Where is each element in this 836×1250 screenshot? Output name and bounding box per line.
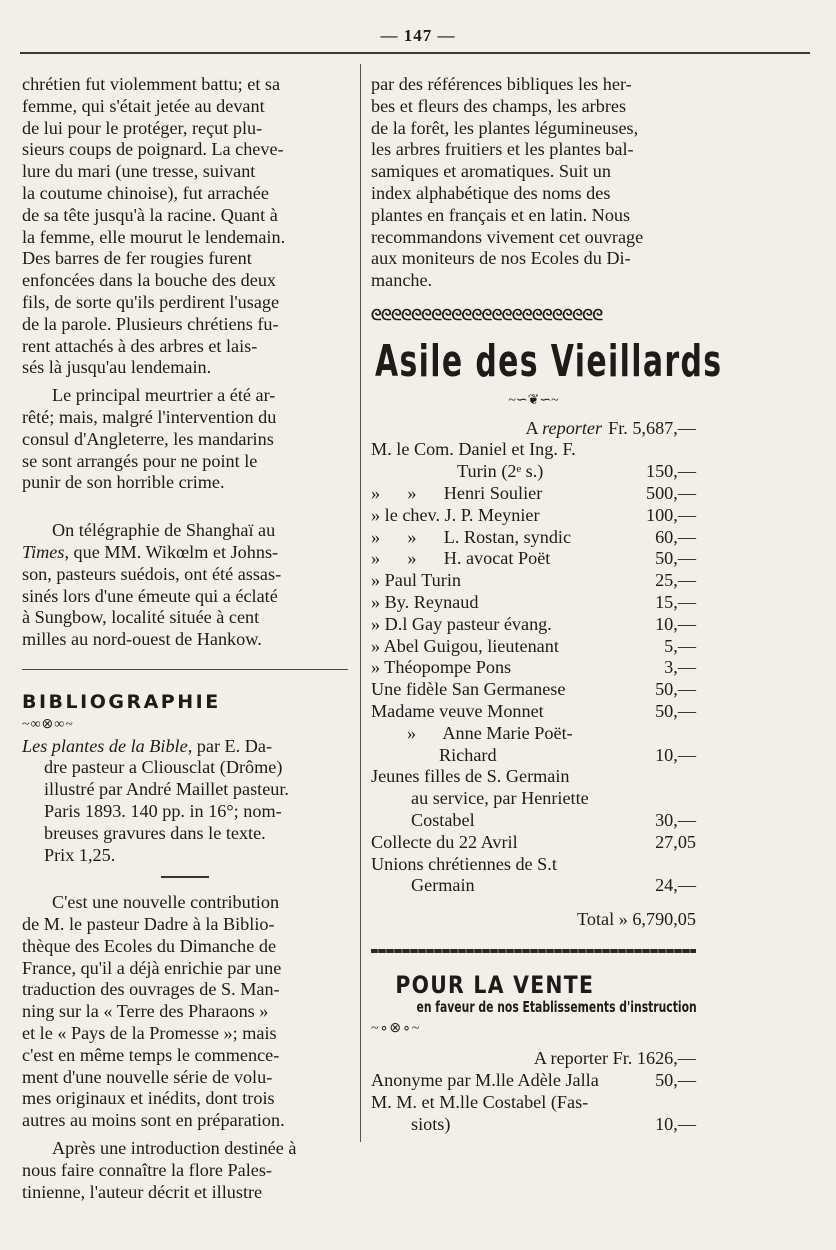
list-item [371,854,696,876]
asile-total: Total » 6,790,05 [577,909,696,930]
text-line: nous faire connaître la flore Pales- [22,1159,272,1180]
text-line: par des références bibliques les her- [371,74,632,94]
reporter-label [371,418,608,440]
right-column [371,74,723,1135]
list-item [371,483,696,505]
list-item [371,636,696,658]
list-item [371,679,696,701]
ornament-flourish: ~∽❦∽~ [508,392,559,408]
list-item [371,548,696,570]
donor-amount: 30,— [655,809,696,830]
donor-name: » D.l Gay pasteur évang. [371,613,552,634]
donor-name: » Théopompe Pons [371,657,512,678]
text-line: breuses gravures dans le texte. [44,822,266,843]
text-line: dre pasteur a Cliousclat (Drôme) [44,757,283,778]
donor-name: » Abel Guigou, lieutenant [371,635,559,656]
paragraph-murderer [22,385,348,494]
donor-name: siots) [411,1113,451,1134]
text-line: index alphabétique des noms des [371,182,611,203]
text-line: enfoncées dans la bouche des deux [22,270,277,291]
text-line [22,542,348,564]
text-line: lure du mari (une tresse, suivant [22,161,256,182]
text-line: sieurs coups de poignard. La cheve- [22,139,284,160]
donor-name: » By. Reynaud [371,591,479,612]
vente-subheading: en faveur de nos Etablissements d'instruction [416,997,697,1016]
text-line: aux moniteurs de nos Ecoles du Di- [371,248,631,269]
text-line: plantes en français et en latin. Nous [371,204,631,225]
donor-amount: 15,— [655,591,696,612]
text-line: de M. le pasteur Dadre à la Biblio- [22,914,275,935]
header-rule [20,52,810,54]
list-item [371,570,696,592]
donor-amount: 10,— [655,1113,696,1134]
donor-name: Jeunes filles de S. Germain [371,766,570,787]
vente-subscription-list [371,1048,696,1135]
donor-name: » » L. Rostan, syndic [371,526,572,547]
reporter-row: A reporter Fr. 1626,— [533,1048,696,1069]
book-title: Les plantes de la Bible [22,735,188,756]
donor-name: Unions chrétiennes de S.t [371,853,557,874]
text-line: de la forêt, les plantes légumineuses, [371,117,639,138]
donor-name: Une fidèle San Germanese [371,679,566,700]
text-line: de lui pour le protéger, reçut plu- [22,117,263,138]
text-fragment: , que MM. Wikœlm et Johns- [64,541,279,562]
list-item [371,505,696,527]
donor-name: Costabel [411,809,475,830]
text-line: ment d'une nouvelle série de volu- [22,1066,273,1087]
donor-amount: 27,05 [655,831,696,852]
text-line: samiques et aromatiques. Suit un [371,161,611,182]
text-line: recommandons vivement cet ouvrage [371,226,644,247]
left-column [22,74,348,1203]
donor-amount: 50,— [655,679,696,700]
newspaper-name: Times [22,541,65,562]
donor-amount: 24,— [655,875,696,896]
paragraph-shanghai [22,520,348,651]
donor-amount: 50,— [655,548,696,569]
reporter-amount: Fr. 5,687,— [608,417,696,438]
paragraph-violence [22,74,348,379]
donor-amount: 500,— [645,482,696,503]
list-item [371,788,696,810]
donor-amount: 10,— [655,613,696,634]
text-line: de la parole. Plusieurs chrétiens fu- [22,313,279,334]
text-line: manche. [371,270,433,291]
list-item [371,723,696,745]
donor-name: » le chev. J. P. Meynier [371,504,540,525]
donor-name: » » H. avocat Poët [371,548,551,569]
donor-name: Anonyme par M.lle Adèle Jalla [371,1070,599,1091]
text-line: et le « Pays de la Promesse »; mais [22,1023,277,1044]
text-line: consul d'Angleterre, les mandarins [22,428,274,449]
list-item [371,701,696,723]
donor-amount: 60,— [655,526,696,547]
list-item [371,1092,696,1114]
text-line: femme, qui s'était jetée au devant [22,95,265,116]
text-line: chrétien fut violemment battu; et sa [22,74,281,94]
section-rule [371,949,696,953]
donor-name: M. le Com. Daniel et Ing. F. [371,439,576,460]
text-line: Prix 1,25. [44,844,116,865]
paragraph-contribution [22,892,348,1132]
page-number: — 147 — [380,26,456,45]
text-line: fils, de sorte qu'ils perdirent l'usage [22,291,280,312]
list-item [371,592,696,614]
text-line: rent attachés à des arbres et lais- [22,335,258,356]
text-fragment: , par E. Da- [187,735,273,756]
list-item [371,766,696,788]
book-reference [22,736,348,867]
text-line: tinienne, l'auteur décrit et illustre [22,1181,263,1202]
text-line: rêté; mais, malgré l'intervention du [22,406,277,427]
donor-amount: 50,— [655,1070,696,1091]
text-line: se sont arrangés pour ne point le [22,450,258,471]
donor-name: Germain [411,875,475,896]
donor-name: au service, par Henriette [411,788,589,809]
text-line: mes originaux et inédits, dont trois [22,1088,275,1109]
text-line: traduction des ouvrages de S. Man- [22,979,280,1000]
list-item [371,832,696,854]
text-line: c'est en même temps le commence- [22,1044,280,1065]
text-line: thèque des Ecoles du Dimanche de [22,935,277,956]
text-line: la coutume chinoise), fut arrachée [22,182,269,203]
bibliography-heading: BIBLIOGRAPHIE [22,690,221,713]
text-line: sés là jusqu'au lendemain. [22,357,212,378]
list-item [371,461,696,483]
donor-name: M. M. et M.lle Costabel (Fas- [371,1091,589,1112]
text-fragment: A [525,417,538,438]
asile-heading: Asile des Vieillards [375,335,723,387]
list-item [371,614,696,636]
paragraph-continuation [371,74,696,292]
asile-subscription-list [371,418,696,931]
paragraph-introduction [22,1138,348,1203]
text-line: autres au moins sont en préparation. [22,1110,285,1131]
donor-name: » Anne Marie Poët- [407,722,573,743]
ornament-flourish: ~∘⊗∘~ [371,1021,421,1037]
donor-amount: 3,— [664,657,696,678]
text-line: On télégraphie de Shanghaï au [52,520,276,541]
text-line: Le principal meurtrier a été ar- [52,385,276,406]
donor-amount: 150,— [645,461,696,482]
donor-name: Turin (2ᵉ s.) [457,461,544,482]
text-line: sinés lors d'une émeute qui a éclaté [22,585,278,606]
text-line: les arbres fruitiers et les plantes bal- [371,139,634,160]
text-line [22,736,348,758]
donor-amount: 25,— [655,570,696,591]
donor-name: Richard [439,744,497,765]
text-line: C'est une nouvelle contribution [52,892,280,913]
text-fragment: reporter [542,417,603,438]
list-item [371,527,696,549]
donor-name: » » Henri Soulier [371,482,543,503]
donor-amount: 10,— [655,744,696,765]
text-line: de sa tête jusqu'à la racine. Quant à [22,204,278,225]
list-item [371,657,696,679]
donor-name: » Paul Turin [371,570,461,591]
text-line: milles au nord-ouest de Hankow. [22,629,262,650]
text-line: punir de son horrible crime. [22,472,225,493]
donor-amount: 5,— [664,635,696,656]
list-item [371,875,696,897]
list-item [371,745,696,767]
text-line: Après une introduction destinée à [52,1138,297,1159]
text-line: la femme, elle mourut le lendemain. [22,226,286,247]
donor-name: Collecte du 22 Avril [371,831,518,852]
vente-heading: POUR LA VENTE [395,970,595,999]
donor-name: Madame veuve Monnet [371,700,544,721]
list-item [371,1114,696,1136]
text-line: Paris 1893. 140 pp. in 16°; nom- [44,800,282,821]
donor-amount: 100,— [645,504,696,525]
list-item [371,1070,696,1092]
chain-ornament: ᘓᘓᘓᘓᘓᘓᘓᘓᘓᘓᘓᘓᘓᘓᘓᘓᘓᘓᘓᘓᘓᘓᘓ [371,307,603,324]
section-rule [22,669,348,670]
separator-rule [161,876,209,878]
text-line: illustré par André Maillet pasteur. [44,779,289,800]
text-line: à Sungbow, localité située à cent [22,607,260,628]
reporter-row [371,418,696,440]
text-line: bes et fleurs des champs, les arbres [371,95,627,116]
text-line: Des barres de fer rougies furent [22,248,252,269]
text-line: son, pasteurs suédois, ont été assas- [22,563,282,584]
list-item [371,439,696,461]
column-divider [360,64,361,1142]
list-item [371,810,696,832]
text-line: ning sur la « Terre des Pharaons » [22,1001,269,1022]
text-line: France, qu'il a déjà enrichie par une [22,957,282,978]
ornament-flourish: ~∞⊗∞~ [22,716,74,732]
donor-amount: 50,— [655,700,696,721]
